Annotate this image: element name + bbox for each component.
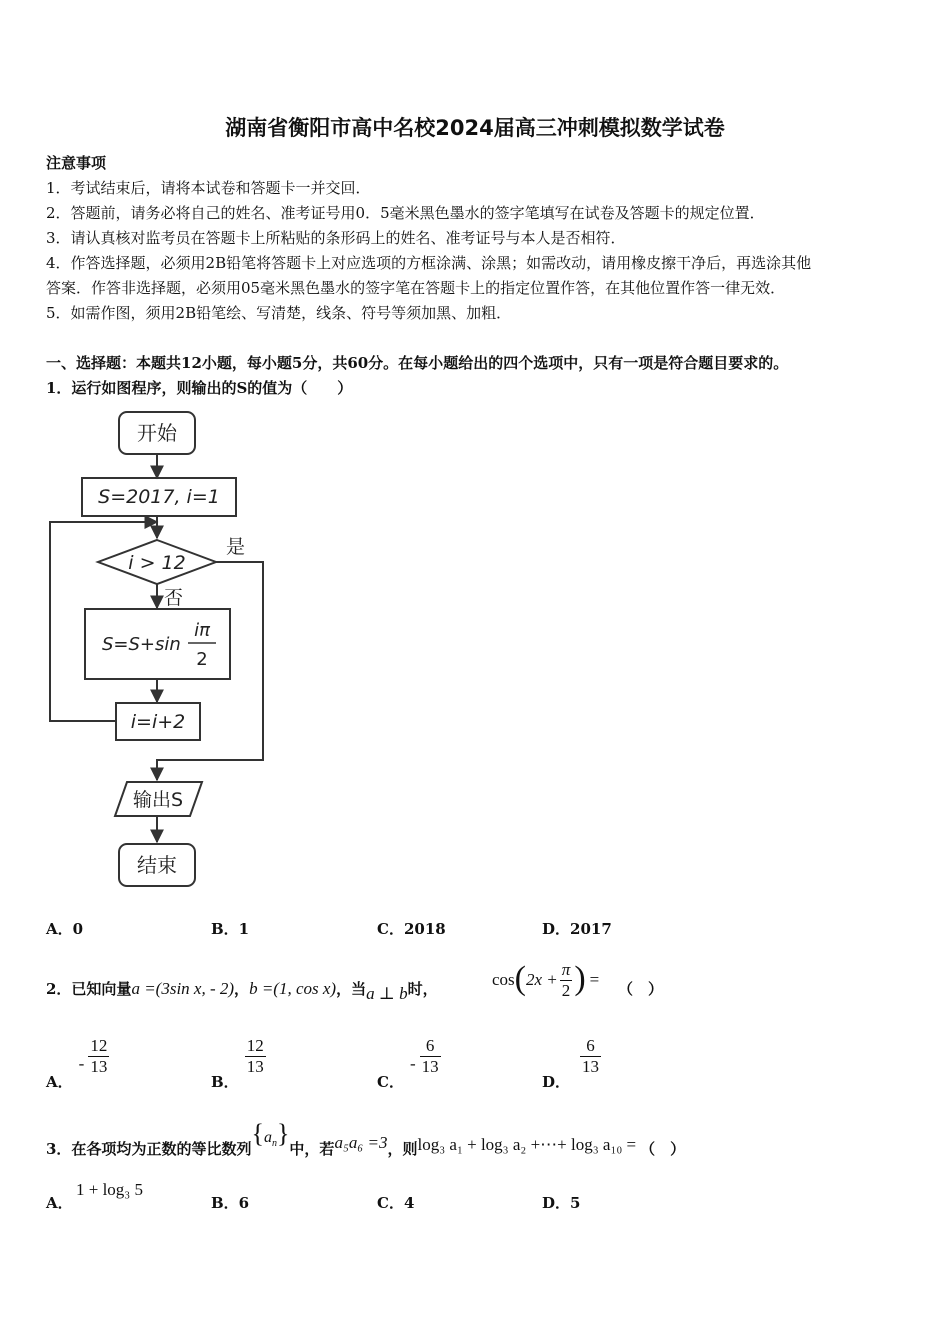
q2-expr-den: 2 (561, 981, 571, 1000)
q2-option-label: D． (542, 1072, 571, 1091)
q2-option-c (377, 1036, 441, 1091)
flow-yes-label: 是 (226, 536, 246, 558)
q3-option-b: B．6 (211, 1194, 250, 1212)
q3-mid: 中，若 (289, 1140, 335, 1158)
q1-option-d: D．2017 (542, 920, 612, 938)
q2-option-label: A． (46, 1072, 73, 1091)
q2-option-b (211, 1036, 266, 1091)
q2-option-num: 6 (580, 1036, 601, 1057)
q2-stem-text: 2．已知向量 (46, 980, 132, 998)
q2-expr-mid: 2x + (526, 970, 558, 989)
q3-condition: a₅a₆ =3 (334, 1133, 388, 1152)
q2-cos: cos (492, 970, 515, 989)
q3-seq-sub: n (271, 1138, 277, 1150)
page-title: 湖南省衡阳市高中名校2024届高三冲刺模拟数学试卷 (225, 116, 725, 140)
flow-init-label: S=2017, i=1 (98, 486, 220, 508)
q2-option-num: 12 (246, 1036, 264, 1055)
q2-vector-b: b =(1, cos x) (249, 979, 337, 998)
q2-expr-num: π (561, 960, 571, 979)
q2-option-label: C． (377, 1072, 404, 1091)
notice-item: 5．如需作图，须用2B铅笔绘、写清楚，线条、符号等须加黑、加粗． (46, 304, 512, 322)
q3-option-a-expr: 1 + log₃ 5 (76, 1180, 143, 1199)
q2-stem (46, 978, 438, 1003)
q3-blank: （ ） (640, 1140, 686, 1158)
q1-option-a: A．0 (46, 920, 84, 938)
q2-expression: cos(2x + $\frac{\pi}{2}$ ) = (492, 960, 600, 1000)
q1-option-c: C．2018 (377, 920, 446, 938)
flow-end-label: 结束 (137, 853, 177, 877)
q3-then: ，则 (387, 1140, 418, 1158)
q2-option-den: 13 (246, 1057, 264, 1076)
q2-option-a (46, 1036, 109, 1091)
q2-option-den: 13 (582, 1057, 600, 1076)
q2-sep: ， (234, 980, 250, 998)
notice-heading: 注意事项 (46, 154, 107, 172)
flow-cond-label: i > 12 (128, 552, 186, 574)
q2-option-sign: - (78, 1053, 85, 1073)
q2-vector-a: a =(3sin x, - 2) (131, 979, 235, 998)
notice-item: 2．答题前，请务必将自己的姓名、准考证号用0．5毫米黑色墨水的签字笔填写在试卷及答题卡的规定位置． (46, 204, 765, 222)
notice-item: 1．考试结束后，请将本试卷和答题卡一并交回． (46, 179, 371, 197)
q2-option-den: 13 (90, 1057, 108, 1076)
flow-output-label: 输出S (132, 789, 184, 811)
q2-option-num: 6 (420, 1036, 441, 1057)
section-heading: 一、选择题：本题共12小题，每小题5分，共60分。在每小题给出的四个选项中，只有一项是符合题目要求的。 (46, 354, 789, 372)
notice-item: 3．请认真核对监考员在答题卡上所粘贴的条形码上的姓名、准考证号与本人是否相符． (46, 229, 626, 247)
flow-no-label: 否 (164, 587, 184, 609)
flow-body-den: 2 (196, 649, 208, 670)
q3-seq: a (263, 1129, 272, 1146)
q3-option-a: A． (46, 1194, 73, 1212)
q2-blank: （ ） (618, 980, 664, 998)
q3-option-d: D．5 (542, 1194, 581, 1212)
flow-start-label: 开始 (137, 421, 177, 445)
q2-option-label: B． (211, 1072, 239, 1091)
q2-condition: a ⊥ b (366, 984, 408, 1003)
q2-option-den: 13 (421, 1057, 439, 1076)
q3-stem-text: 3．在各项均为正数的等比数列 (46, 1140, 252, 1158)
q2-option-d (542, 1036, 601, 1091)
q1-flowchart (40, 400, 300, 900)
notice-item: 答案．作答非选择题，必须用05毫米黑色墨水的签字笔在答题卡上的指定位置作答，在其他位置作答一律无效． (46, 279, 786, 297)
notice-item: 4．作答选择题，必须用2B铅笔将答题卡上对应选项的方框涂满、涂黑；如需改动，请用橡皮擦干净后，再选涂其他 (46, 254, 812, 272)
q2-sep: ，当 (336, 980, 367, 998)
q2-expr-eq: = (589, 970, 600, 989)
flow-incr-label: i=i+2 (130, 711, 186, 733)
q2-option-num: 12 (90, 1036, 108, 1055)
q1-stem: 1．运行如图程序，则输出的S的值为（ ） (46, 379, 353, 397)
flow-body-label: S=S+sin (102, 634, 181, 655)
flow-body-num: iπ (194, 620, 210, 641)
q3-expression: log₃ a₁ + log₃ a₂ +⋯+ log₃ a₁₀ = (417, 1135, 637, 1154)
q3-stem: 3．在各项均为正数的等比数列$\{a_n\}$中，若a₅a₆ =3，则log₃ a₁ + log₃ a₂ +⋯+ log₃ a₁₀ = （ ） (46, 1119, 686, 1158)
q3-option-c: C．4 (377, 1194, 415, 1212)
q2-when: 时， (407, 980, 438, 998)
q2-option-sign: - (409, 1053, 416, 1073)
q1-option-b: B．1 (211, 920, 250, 938)
